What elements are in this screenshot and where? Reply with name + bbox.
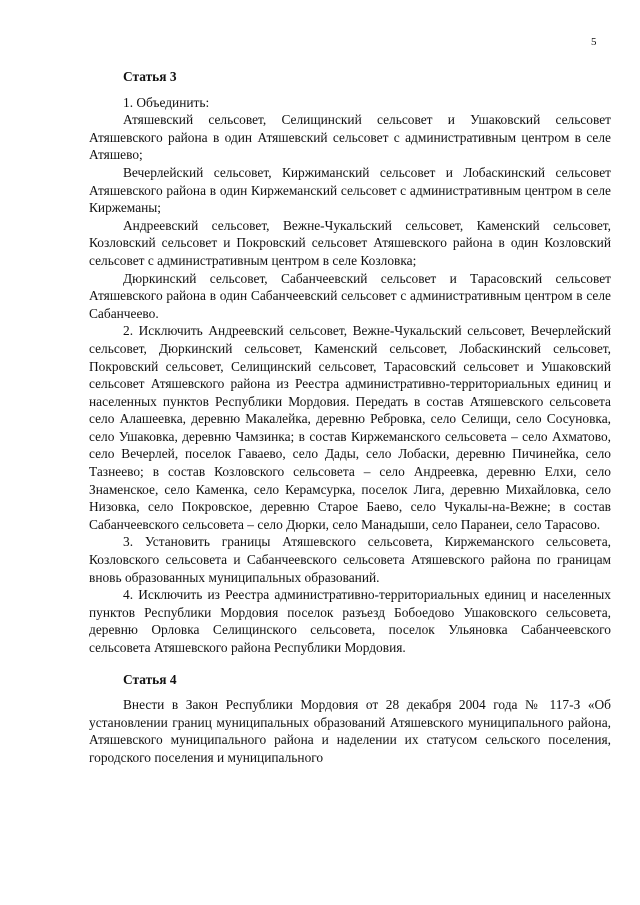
article-3-paragraph: Вечерлейский сельсовет, Киржиманский сельсовет и Лобаскинский сельсовет Атяшевского района в один Киржеманский сельсовет с административным центром в селе Киржеманы; [89,164,611,216]
article-4-heading: Статья 4 [123,671,177,687]
article-3-paragraph: Дюркинский сельсовет, Сабанчеевский сельсовет и Тарасовский сельсовет Атяшевского района в один Сабанчеевский сельсовет с административным центром в селе Сабанчеево. [89,270,611,321]
article-3-heading: Статья 3 [123,69,177,84]
article-3-paragraph: 4. Исключить из Реестра административно-территориальных единиц и населенных пунктов Республики Мордовия поселок разъезд Бобоедово Ушаковского сельсовета, деревню Орловка Селищинского сельсовета, поселок Ульяновка Сабанчеевского сельсовета Атяшевского района Республики Мордовия. [89,587,611,655]
article-3-paragraph: 3. Установить границы Атяшевского сельсовета, Киржеманского сельсовета, Козловского сельсовета и Сабанчеевского сельсовета Атяшевского района по границам вновь образованных муниципальных образований. [89,534,611,585]
article-3-paragraph: Андреевский сельсовет, Вежне-Чукальский сельсовет, Каменский сельсовет, Козловский сельсовет и Покровский сельсовет Атяшевского района в один Козловский сельсовет с административным центром в селе Козловка; [89,217,611,268]
page-number: 5 [591,36,597,48]
document-body [89,60,611,767]
article-3-paragraph: 2. Исключить Андреевский сельсовет, Вежне-Чукальский сельсовет, Вечерлейский сельсовет, Дюркинский сельсовет, Каменский сельсовет, Лобаскинский сельсовет, Покровский сельсовет, Селищинский сельсовет, Тарасовский сельсовет и Ушаковский сельсовет Атяшевского района из Реестра административно-территориальных единиц и населенных пунктов Республики Мордовия. Передать в состав Атяшевского сельсовета село Алашеевка, деревню Макалейка, деревню Ребровка, село Селищи, село Сосуновка, село Ушаковка, деревню Чамзинка; в состав Киржеманского сельсовета – село Ахматово, село Вечерлей, поселок Гаваево, село Дады, село Лобаски, деревню Пичинейка, село Тазнеево; в состав Козловского сельсовета – село Андреевка, деревню Елхи, село Знаменское, село Каменка, село Керамсурка, поселок Лига, деревню Михайловка, село Низовка, село Покровское, деревню Старое Баево, село Чукалы-на-Вежне; в состав Сабанчеевского сельсовета – село Дюрки, село Манадыши, село Паранеи, село Тарасово. [89,323,611,532]
article-3-paragraph: Атяшевский сельсовет, Селищинский сельсовет и Ушаковский сельсовет Атяшевского района в один Атяшевский сельсовет с административным центром в селе Атяшево; [89,112,611,163]
article-4-paragraph: Внести в Закон Республики Мордовия от 28 декабря 2004 года № 117-З «Об установлении границ муниципальных образований Атяшевского муниципального района, Атяшевского муниципального района и наделении их статусом сельского поселения, городского поселения и муниципального [89,697,611,765]
article-3-paragraph: 1. Объединить: [123,94,210,110]
